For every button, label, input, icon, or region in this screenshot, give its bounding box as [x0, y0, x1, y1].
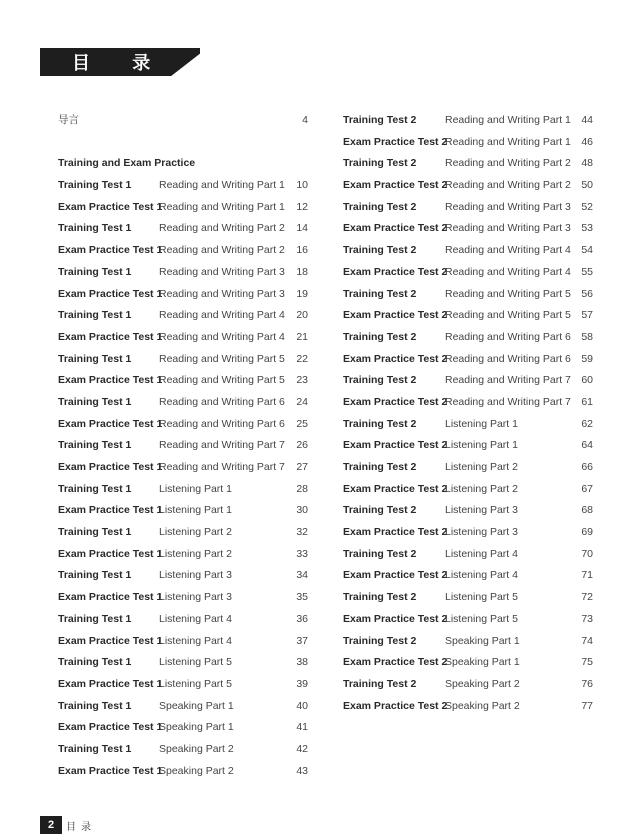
toc-entry[interactable] [343, 262, 593, 284]
toc-entry-page: 20 [296, 309, 308, 322]
toc-entry[interactable] [58, 609, 308, 631]
toc-entry-page: 62 [581, 417, 593, 430]
toc-entry-part: Listening Part 4 [445, 547, 518, 560]
toc-entry-page: 16 [296, 244, 308, 257]
toc-entry[interactable] [58, 414, 308, 436]
toc-entry-page: 25 [296, 417, 308, 430]
toc-entry-page: 35 [296, 591, 308, 604]
toc-entry[interactable] [58, 349, 308, 371]
toc-entry-page: 74 [581, 634, 593, 647]
toc-entry-page: 48 [581, 157, 593, 170]
toc-entry[interactable] [343, 696, 593, 718]
toc-entry-part: Reading and Writing Part 2 [159, 244, 285, 257]
toc-entry-test-name: Exam Practice Test 1 [58, 547, 163, 560]
toc-entry-page: 70 [581, 547, 593, 560]
toc-entry-page: 24 [296, 395, 308, 408]
toc-entry[interactable] [58, 761, 308, 783]
toc-entry-part: Reading and Writing Part 4 [445, 265, 571, 278]
toc-entry[interactable] [58, 284, 308, 306]
toc-entry[interactable] [343, 522, 593, 544]
toc-entry-page: 59 [581, 352, 593, 365]
spacer [58, 132, 308, 154]
toc-entry[interactable] [58, 479, 308, 501]
toc-entry-test-name: Exam Practice Test 1 [58, 504, 163, 517]
toc-entry-page: 46 [581, 135, 593, 148]
toc-entry[interactable] [343, 153, 593, 175]
toc-entry-page: 40 [296, 699, 308, 712]
toc-entry-page: 60 [581, 374, 593, 387]
toc-entry[interactable] [343, 327, 593, 349]
toc-entry-test-name: Training Test 1 [58, 612, 132, 625]
toc-entry-test-name: Training Test 2 [343, 287, 417, 300]
toc-entry-part: Listening Part 1 [159, 482, 232, 495]
toc-entry[interactable] [343, 609, 593, 631]
toc-entry[interactable] [343, 674, 593, 696]
toc-entry-test-name: Training Test 1 [58, 439, 132, 452]
toc-entry[interactable] [58, 392, 308, 414]
toc-entry-test-name: Exam Practice Test 2 [343, 612, 448, 625]
toc-entry-part: Speaking Part 1 [159, 721, 234, 734]
toc-entry[interactable] [58, 674, 308, 696]
toc-entry-page: 54 [581, 244, 593, 257]
toc-entry-test-name: Training Test 1 [58, 526, 132, 539]
toc-entry-test-name: Training Test 2 [343, 417, 417, 430]
toc-entry-part: Listening Part 5 [445, 612, 518, 625]
toc-entry-part: Listening Part 4 [159, 634, 232, 647]
toc-entry-part: Reading and Writing Part 6 [445, 352, 571, 365]
toc-entry[interactable] [343, 370, 593, 392]
toc-entry-test-name: Exam Practice Test 1 [58, 244, 163, 257]
toc-entry-test-name: Exam Practice Test 1 [58, 374, 163, 387]
toc-entry-test-name: Training Test 2 [343, 374, 417, 387]
toc-entry-part: Speaking Part 1 [445, 656, 520, 669]
toc-entry-page: 32 [296, 526, 308, 539]
toc-entry[interactable] [343, 544, 593, 566]
toc-entry[interactable] [343, 218, 593, 240]
toc-entry-part: Reading and Writing Part 6 [159, 395, 285, 408]
toc-entry-page: 67 [581, 482, 593, 495]
toc-entry[interactable] [343, 457, 593, 479]
toc-entry[interactable] [58, 240, 308, 262]
toc-entry[interactable] [343, 392, 593, 414]
toc-entry-part: Listening Part 1 [445, 417, 518, 430]
toc-entry-part: Listening Part 3 [445, 526, 518, 539]
toc-entry-test-name: Exam Practice Test 2 [343, 352, 448, 365]
toc-entry-part: Reading and Writing Part 1 [159, 179, 285, 192]
toc-entry-test-name: Training Test 1 [58, 656, 132, 669]
toc-entry[interactable] [58, 218, 308, 240]
toc-entry-page: 66 [581, 461, 593, 473]
footer-page-number: 2 [40, 816, 62, 834]
toc-entry-test-name: Exam Practice Test 1 [58, 461, 163, 473]
toc-entry-test-name: Exam Practice Test 2 [343, 179, 448, 192]
toc-entry[interactable] [58, 652, 308, 674]
toc-entry[interactable] [343, 110, 593, 132]
toc-entry-page: 55 [581, 265, 593, 278]
toc-entry-part: Speaking Part 2 [159, 742, 234, 755]
toc-entry-page: 42 [296, 742, 308, 755]
toc-left-column [58, 110, 308, 782]
toc-entry-part: Speaking Part 1 [445, 634, 520, 647]
toc-entry-page: 43 [296, 764, 308, 777]
toc-entry-test-name: Training Test 1 [58, 699, 132, 712]
toc-entry-part: Listening Part 2 [159, 547, 232, 560]
toc-entry[interactable] [58, 305, 308, 327]
toc-entry[interactable] [343, 652, 593, 674]
toc-entry-part: Listening Part 1 [159, 504, 232, 517]
toc-entry[interactable] [343, 479, 593, 501]
toc-entry-test-name: Exam Practice Test 2 [343, 699, 448, 712]
toc-entry-test-name: Exam Practice Test 1 [58, 330, 163, 343]
toc-intro-label: 导言 [58, 114, 79, 126]
page-title: 目 录 [72, 53, 169, 74]
toc-entry-page: 72 [581, 591, 593, 604]
toc-entry[interactable] [343, 132, 593, 154]
toc-entry-part: Listening Part 5 [445, 591, 518, 604]
toc-entry-test-name: Exam Practice Test 2 [343, 569, 448, 582]
toc-entry-test-name: Training Test 2 [343, 200, 417, 213]
toc-entry-page: 36 [296, 612, 308, 625]
toc-right-list [343, 110, 593, 717]
toc-entry-part: Listening Part 3 [159, 569, 232, 582]
toc-entry-test-name: Training Test 2 [343, 244, 417, 257]
toc-entry-part: Speaking Part 2 [445, 699, 520, 712]
toc-entry-page: 68 [581, 504, 593, 517]
toc-entry-test-name: Training Test 2 [343, 504, 417, 517]
footer-label: 目录 [66, 822, 96, 833]
toc-entry-test-name: Training Test 2 [343, 634, 417, 647]
toc-entry-part: Reading and Writing Part 1 [445, 135, 571, 148]
toc-entry-page: 26 [296, 439, 308, 452]
toc-entry[interactable] [58, 370, 308, 392]
toc-right-column [343, 110, 593, 717]
toc-entry-page: 34 [296, 569, 308, 582]
toc-entry-test-name: Exam Practice Test 2 [343, 309, 448, 322]
toc-entry-test-name: Exam Practice Test 1 [58, 634, 163, 647]
toc-entry[interactable] [58, 544, 308, 566]
toc-entry-part: Reading and Writing Part 5 [445, 287, 571, 300]
toc-entry-page: 10 [296, 179, 308, 192]
toc-entry-page: 14 [296, 222, 308, 235]
toc-entry[interactable] [58, 587, 308, 609]
toc-entry-part: Reading and Writing Part 5 [159, 374, 285, 387]
toc-entry[interactable] [58, 717, 308, 739]
toc-entry-page: 57 [581, 309, 593, 322]
toc-entry[interactable] [343, 414, 593, 436]
toc-entry-test-name: Exam Practice Test 1 [58, 764, 163, 777]
toc-entry-part: Reading and Writing Part 6 [445, 330, 571, 343]
toc-entry[interactable] [343, 587, 593, 609]
toc-entry-part: Listening Part 3 [159, 591, 232, 604]
toc-entry[interactable] [343, 631, 593, 653]
toc-entry[interactable] [343, 349, 593, 371]
toc-entry-part: Reading and Writing Part 7 [159, 461, 285, 473]
toc-entry-page: 41 [296, 721, 308, 734]
toc-entry-part: Reading and Writing Part 7 [445, 395, 571, 408]
toc-entry-test-name: Training Test 1 [58, 222, 132, 235]
toc-entry-page: 30 [296, 504, 308, 517]
toc-entry[interactable] [58, 175, 308, 197]
toc-entry-page: 12 [296, 200, 308, 213]
toc-section-title: Training and Exam Practice [58, 157, 196, 170]
toc-entry-part: Reading and Writing Part 6 [159, 417, 285, 430]
toc-entry-test-name: Exam Practice Test 2 [343, 222, 448, 235]
toc-entry-part: Speaking Part 2 [159, 764, 234, 777]
toc-entry-test-name: Training Test 2 [343, 330, 417, 343]
toc-entry-part: Reading and Writing Part 4 [159, 309, 285, 322]
toc-intro-page: 4 [302, 114, 308, 126]
toc-entry-test-name: Exam Practice Test 1 [58, 417, 163, 430]
toc-entry-part: Reading and Writing Part 4 [445, 244, 571, 257]
toc-entry[interactable] [58, 565, 308, 587]
toc-entry-test-name: Exam Practice Test 2 [343, 526, 448, 539]
toc-entry[interactable] [343, 240, 593, 262]
toc-entry-page: 64 [581, 439, 593, 452]
toc-entry[interactable] [343, 565, 593, 587]
toc-entry[interactable] [58, 739, 308, 761]
toc-entry-part: Reading and Writing Part 7 [445, 374, 571, 387]
toc-entry-page: 56 [581, 287, 593, 300]
toc-entry-page: 75 [581, 656, 593, 669]
toc-entry-test-name: Training Test 1 [58, 352, 132, 365]
toc-entry-part: Listening Part 2 [445, 482, 518, 495]
toc-entry-test-name: Training Test 1 [58, 309, 132, 322]
toc-entry-test-name: Exam Practice Test 1 [58, 200, 163, 213]
toc-entry-test-name: Exam Practice Test 1 [58, 591, 163, 604]
toc-entry-page: 73 [581, 612, 593, 625]
toc-entry-part: Listening Part 4 [159, 612, 232, 625]
toc-entry[interactable] [58, 435, 308, 457]
toc-entry-page: 21 [296, 330, 308, 343]
toc-entry-page: 38 [296, 656, 308, 669]
toc-entry-part: Listening Part 1 [445, 439, 518, 452]
toc-entry-part: Reading and Writing Part 3 [445, 222, 571, 235]
toc-entry-test-name: Training Test 2 [343, 461, 417, 473]
toc-entry-page: 19 [296, 287, 308, 300]
toc-entry-part: Reading and Writing Part 1 [159, 200, 285, 213]
toc-entry[interactable] [58, 631, 308, 653]
toc-entry-page: 69 [581, 526, 593, 539]
toc-entry-page: 76 [581, 677, 593, 690]
toc-entry-page: 44 [581, 114, 593, 126]
toc-entry-page: 53 [581, 222, 593, 235]
toc-entry-part: Reading and Writing Part 3 [445, 200, 571, 213]
toc-entry-part: Listening Part 5 [159, 677, 232, 690]
toc-left-list [58, 175, 308, 782]
toc-entry-part: Reading and Writing Part 2 [445, 157, 571, 170]
toc-entry-part: Reading and Writing Part 3 [159, 287, 285, 300]
toc-entry-test-name: Training Test 1 [58, 569, 132, 582]
toc-entry-part: Reading and Writing Part 7 [159, 439, 285, 452]
toc-entry-test-name: Training Test 1 [58, 482, 132, 495]
toc-entry-test-name: Exam Practice Test 2 [343, 395, 448, 408]
toc-entry[interactable] [58, 262, 308, 284]
toc-entry-test-name: Training Test 1 [58, 395, 132, 408]
toc-entry-test-name: Exam Practice Test 2 [343, 135, 448, 148]
toc-entry-part: Reading and Writing Part 2 [159, 222, 285, 235]
toc-entry-part: Listening Part 3 [445, 504, 518, 517]
toc-entry-page: 77 [581, 699, 593, 712]
toc-entry[interactable] [343, 197, 593, 219]
toc-entry-page: 71 [581, 569, 593, 582]
toc-entry-part: Reading and Writing Part 2 [445, 179, 571, 192]
toc-entry-test-name: Exam Practice Test 2 [343, 656, 448, 669]
toc-entry-part: Listening Part 2 [445, 461, 518, 473]
toc-entry[interactable] [343, 284, 593, 306]
toc-entry[interactable] [58, 696, 308, 718]
toc-entry-test-name: Exam Practice Test 2 [343, 439, 448, 452]
toc-entry-part: Reading and Writing Part 5 [159, 352, 285, 365]
toc-entry[interactable] [58, 197, 308, 219]
toc-entry[interactable] [58, 522, 308, 544]
toc-entry-test-name: Exam Practice Test 2 [343, 482, 448, 495]
toc-entry-test-name: Exam Practice Test 1 [58, 721, 163, 734]
toc-entry-page: 52 [581, 200, 593, 213]
toc-entry[interactable] [58, 457, 308, 479]
toc-entry[interactable] [343, 305, 593, 327]
toc-intro-row[interactable] [58, 110, 308, 132]
toc-entry-page: 37 [296, 634, 308, 647]
toc-entry-page: 18 [296, 265, 308, 278]
toc-entry-test-name: Exam Practice Test 2 [343, 265, 448, 278]
toc-entry-page: 61 [581, 395, 593, 408]
toc-entry-test-name: Training Test 2 [343, 157, 417, 170]
toc-entry-part: Listening Part 5 [159, 656, 232, 669]
toc-entry-test-name: Training Test 1 [58, 742, 132, 755]
toc-entry-page: 50 [581, 179, 593, 192]
toc-entry-page: 28 [296, 482, 308, 495]
toc-entry-page: 33 [296, 547, 308, 560]
toc-entry-test-name: Exam Practice Test 1 [58, 677, 163, 690]
toc-entry[interactable] [343, 435, 593, 457]
toc-entry-part: Reading and Writing Part 3 [159, 265, 285, 278]
toc-entry-page: 22 [296, 352, 308, 365]
toc-entry-test-name: Training Test 2 [343, 114, 417, 126]
toc-entry-part: Reading and Writing Part 4 [159, 330, 285, 343]
toc-entry-page: 39 [296, 677, 308, 690]
toc-entry[interactable] [58, 500, 308, 522]
toc-entry-part: Reading and Writing Part 5 [445, 309, 571, 322]
toc-entry-part: Speaking Part 2 [445, 677, 520, 690]
toc-entry[interactable] [58, 327, 308, 349]
toc-entry-test-name: Training Test 2 [343, 677, 417, 690]
toc-entry-test-name: Training Test 2 [343, 591, 417, 604]
toc-entry-part: Reading and Writing Part 1 [445, 114, 571, 126]
toc-entry-test-name: Training Test 1 [58, 179, 132, 192]
toc-entry-test-name: Training Test 1 [58, 265, 132, 278]
toc-entry-test-name: Exam Practice Test 1 [58, 287, 163, 300]
toc-entry-part: Speaking Part 1 [159, 699, 234, 712]
toc-entry[interactable] [343, 500, 593, 522]
toc-entry-part: Listening Part 2 [159, 526, 232, 539]
toc-entry-part: Listening Part 4 [445, 569, 518, 582]
toc-entry-page: 27 [296, 461, 308, 473]
toc-entry-page: 23 [296, 374, 308, 387]
toc-entry-test-name: Training Test 2 [343, 547, 417, 560]
toc-entry-page: 58 [581, 330, 593, 343]
toc-entry[interactable] [343, 175, 593, 197]
